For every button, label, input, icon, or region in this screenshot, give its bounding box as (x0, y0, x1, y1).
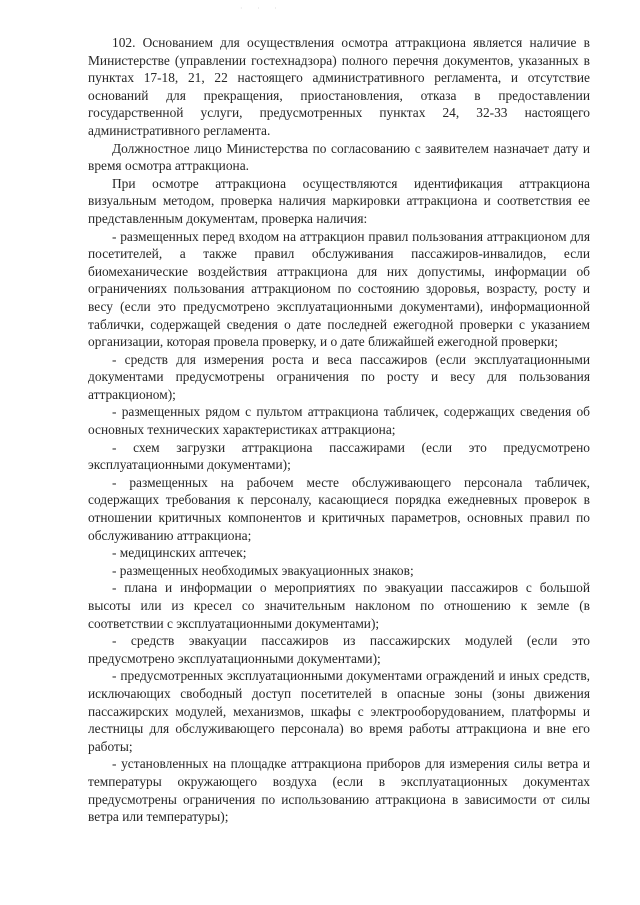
list-item-evacuation-signs: - размещенных необходимых эвакуационных знаков; (112, 562, 414, 578)
list-item-height-weight: - средств для измерения роста и веса пассажиров (если эксплуатационными документами предусмотрены ограничения по росту и весу для пользования аттракционом); (88, 351, 590, 402)
list-item-control-panel-plates: - размещенных рядом с пультом аттракциона табличек, содержащих сведения об основных технических характеристиках аттракциона; (88, 404, 590, 438)
list-item-rules: - размещенных перед входом на аттракцион правил пользования аттракционом для посетителей, а также правил обслуживания пассажиров-инвалидов, если биомеханические воздействия аттракциона для них допустимы, информации об ограничениях пользования аттракционом по состоянию здоровья, возрасту, росту и весу (если это предусмотрено эксплуатационными документами), информационной таблички, содержащей сведения о дате последней ежегодной проверки с указанием организации, которая провела проверку, и о дате ближайшей ежегодной проверки; (88, 228, 590, 350)
paragraph-inspection-scope: При осмотре аттракциона осуществляются идентификация аттракциона визуальным методом, проверка наличия маркировки аттракциона и соответствия ее представленным документам, проверка наличия: (88, 175, 590, 226)
paragraph-102: 102. Основанием для осуществления осмотра аттракциона является наличие в Министерстве (управлении гостехнадзора) полного перечня документов, указанных в пунктах 17-18, 21, 22 настоящего административного регламента, и отсутствие оснований для прекращения, приостановления, отказа в предоставлении государственной услуги, предусмотренных пунктах 24, 32-33 настоящего административного регламента. (88, 35, 590, 138)
list-item-evacuation-plan: - плана и информации о мероприятиях по эвакуации пассажиров с большой высоты или из кресел со значительным наклоном по отношению к земле (в соответствии с эксплуатационными документами); (88, 580, 590, 631)
scan-artifact: · · · (240, 4, 283, 13)
list-item-evacuation-means: - средств эвакуации пассажиров из пассажирских модулей (если это предусмотрено эксплуатационными документами); (88, 633, 590, 666)
document-page (88, 34, 590, 826)
paragraph-inspection-date: Должностное лицо Министерства по согласованию с заявителем назначает дату и время осмотра аттракциона. (88, 140, 590, 174)
list-item-first-aid: - медицинских аптечек; (112, 545, 247, 561)
list-item-fencing: - предусмотренных эксплуатационными документами ограждений и иных средств, исключающих свободный доступ посетителей в опасные зоны (зоны движения пассажирских модулей, механизмов, шкафы с электрооборудованием, платформы и лестницы для обслуживающего персонала) во время работы аттракциона и вне его работы; (88, 668, 590, 754)
list-item-wind-temperature: - установленных на площадке аттракциона приборов для измерения силы ветра и температуры окружающего воздуха (если в эксплуатационных документах предусмотрены ограничения по использованию аттракциона в зависимости от силы ветра или температуры); (88, 756, 590, 825)
list-item-staff-plates: - размещенных на рабочем месте обслуживающего персонала табличек, содержащих требования к персоналу, касающиеся порядка ежедневных проверок в отношении критичных компонентов и критичных параметров, основных правил по обслуживанию аттракциона; (88, 474, 590, 543)
list-item-loading-schemes: - схем загрузки аттракциона пассажирами (если это предусмотрено эксплуатационными документами); (88, 439, 590, 473)
